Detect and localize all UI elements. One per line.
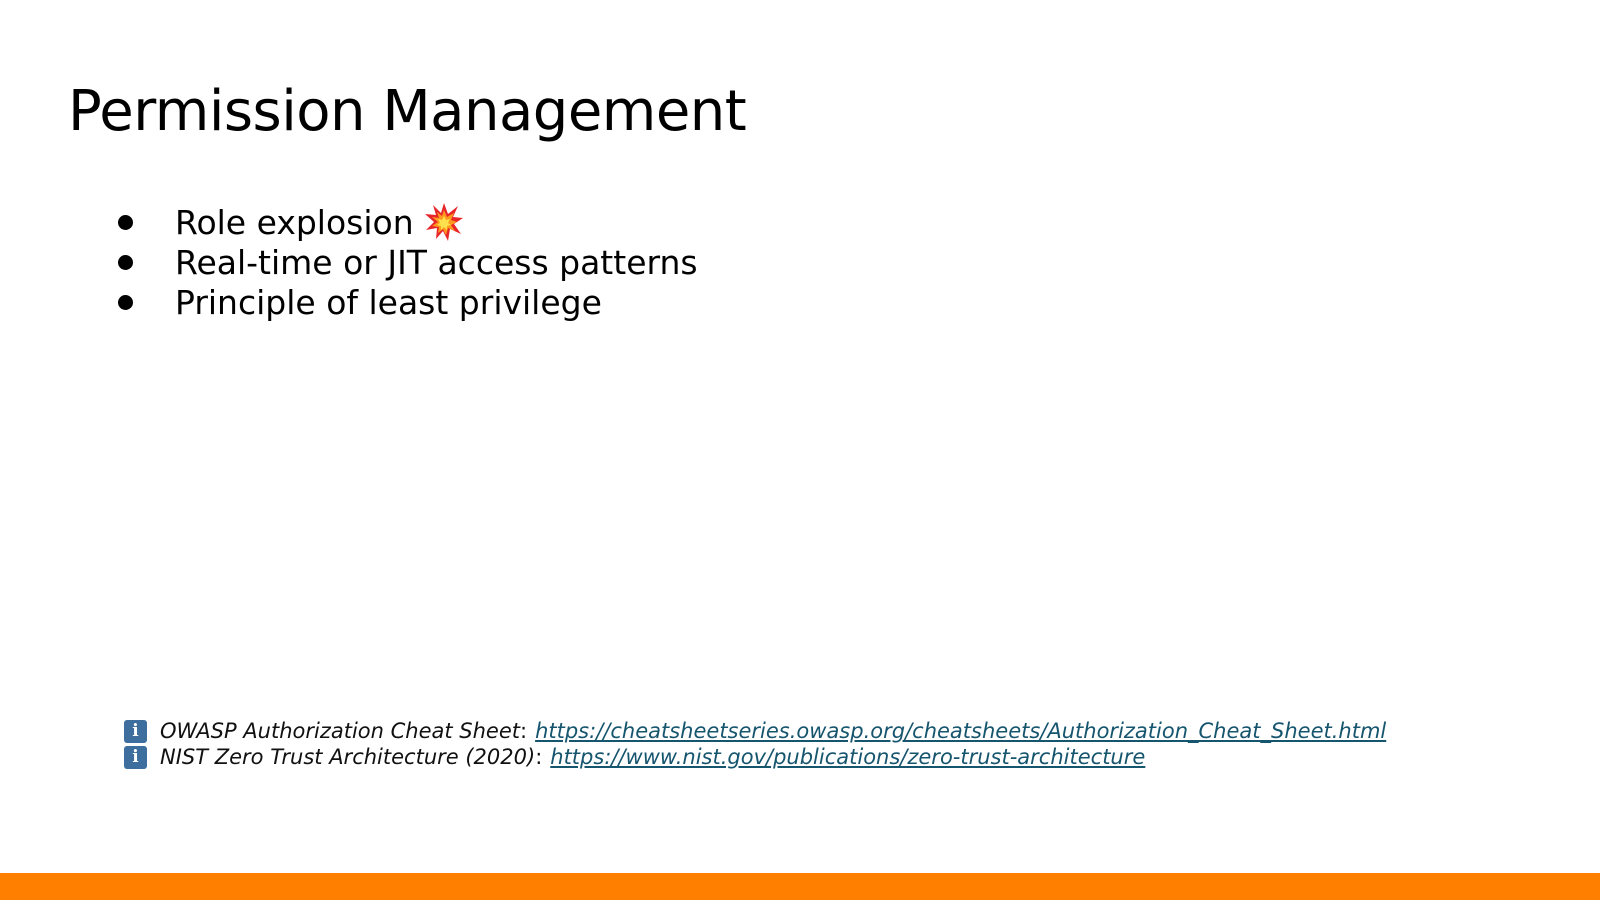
source-row-owasp bbox=[124, 718, 1386, 744]
info-icon: i bbox=[124, 720, 147, 743]
bullet-text: Principle of least privilege bbox=[175, 282, 602, 322]
source-separator: : bbox=[535, 745, 543, 769]
accent-bar bbox=[0, 873, 1600, 900]
bullet-dot-icon bbox=[118, 255, 133, 270]
bullet-text: Real-time or JIT access patterns bbox=[175, 242, 698, 282]
source-row-nist bbox=[124, 744, 1386, 770]
bullet-item bbox=[118, 242, 698, 282]
bullet-text: Role explosion bbox=[175, 202, 414, 242]
bullet-dot-icon bbox=[118, 295, 133, 310]
bullet-list bbox=[118, 202, 698, 322]
info-icon: i bbox=[124, 746, 147, 769]
source-separator: : bbox=[520, 719, 528, 743]
source-list bbox=[124, 718, 1386, 770]
bullet-item bbox=[118, 202, 698, 242]
bullet-dot-icon bbox=[118, 215, 133, 230]
bullet-item bbox=[118, 282, 698, 322]
source-name: NIST Zero Trust Architecture (2020) bbox=[160, 745, 536, 769]
source-link-nist[interactable]: https://www.nist.gov/publications/zero-trust-architecture bbox=[550, 745, 1146, 769]
collision-emoji-icon bbox=[424, 202, 464, 242]
source-name: OWASP Authorization Cheat Sheet bbox=[160, 719, 520, 743]
slide-title: Permission Management bbox=[68, 79, 747, 144]
source-link-owasp[interactable]: https://cheatsheetseries.owasp.org/cheatsheets/Authorization_Cheat_Sheet.html bbox=[535, 719, 1387, 743]
